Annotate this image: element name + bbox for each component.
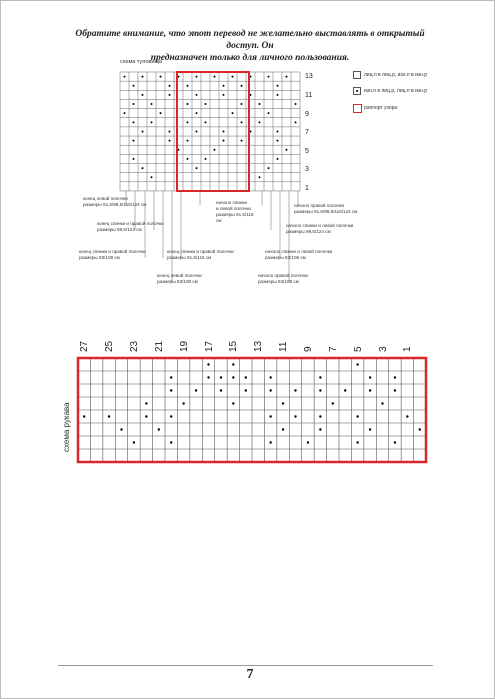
body-stitch-dot: [223, 94, 225, 96]
body-stitch-dot: [241, 121, 243, 123]
annotation-right-3: начало спинки и левой полочки размеры 83/108 см: [265, 249, 333, 260]
body-stitch-dot: [133, 85, 135, 87]
sleeve-stitch-dot: [158, 428, 160, 430]
sleeve-stitch-dot: [220, 376, 222, 378]
sleeve-stitch-dot: [232, 363, 234, 365]
sleeve-chart-title: схема рукава: [62, 402, 71, 452]
sleeve-stitch-dot: [245, 376, 247, 378]
body-stitch-dot: [214, 76, 216, 78]
annotation-right-2: начало спинки и левой полочки размеры 99,5/124 см: [286, 223, 354, 234]
sleeve-stitch-dot: [381, 402, 383, 404]
body-stitch-dot: [187, 121, 189, 123]
body-stitch-dot: [142, 167, 144, 169]
sleeve-stitch-dot: [406, 415, 408, 417]
body-stitch-dot: [277, 130, 279, 132]
sleeve-col-label: 9: [302, 346, 314, 352]
body-repeat-frame: [177, 72, 249, 191]
sleeve-stitch-dot: [133, 441, 135, 443]
annotation-mid-1: конец спинки и правой полочки размеры 91,5/116 см: [167, 249, 234, 260]
annotation-right-1: начало правой полочки размеры 91,5/99,5/116/124 см: [294, 203, 358, 214]
sleeve-stitch-dot: [356, 363, 358, 365]
body-stitch-dot: [241, 140, 243, 142]
sleeve-stitch-dot: [108, 415, 110, 417]
body-stitch-dot: [259, 103, 261, 105]
sleeve-stitch-dot: [369, 389, 371, 391]
sleeve-stitch-dot: [195, 389, 197, 391]
sleeve-col-label: 23: [128, 340, 140, 352]
body-stitch-dot: [286, 76, 288, 78]
notice-line-2: предназначен только для личного пользования.: [150, 53, 350, 63]
sleeve-col-label: 11: [278, 341, 290, 352]
sleeve-col-label: 27: [79, 340, 91, 352]
body-stitch-dot: [196, 130, 198, 132]
sleeve-stitch-dot: [120, 428, 122, 430]
body-stitch-dot: [196, 94, 198, 96]
sleeve-stitch-dot: [319, 389, 321, 391]
body-stitch-dot: [151, 103, 153, 105]
body-stitch-dot: [232, 76, 234, 78]
sleeve-col-label: 1: [402, 346, 414, 352]
sleeve-stitch-dot: [207, 376, 209, 378]
sleeve-stitch-dot: [269, 441, 271, 443]
body-stitch-dot: [268, 167, 270, 169]
sleeve-stitch-dot: [232, 376, 234, 378]
sleeve-stitch-dot: [145, 402, 147, 404]
body-stitch-dot: [223, 85, 225, 87]
body-stitch-dot: [133, 103, 135, 105]
sleeve-stitch-dot: [282, 402, 284, 404]
annotation-right-4: начало правой полочки размеры 83/108 см: [258, 273, 308, 284]
body-stitch-dot: [187, 103, 189, 105]
legend-repeat-symbol: [353, 104, 362, 113]
body-stitch-dot: [205, 158, 207, 160]
sleeve-col-label: 5: [352, 346, 364, 352]
body-stitch-dot: [124, 76, 126, 78]
sleeve-col-label: 21: [153, 340, 165, 352]
sleeve-stitch-dot: [232, 402, 234, 404]
sleeve-stitch-dot: [356, 441, 358, 443]
legend-repeat-text: раппорт узора: [364, 105, 398, 111]
sleeve-col-label: 3: [377, 346, 389, 352]
body-stitch-dot: [259, 176, 261, 178]
body-stitch-dot: [169, 130, 171, 132]
row-label-5: 5: [305, 148, 309, 155]
body-stitch-dot: [160, 76, 162, 78]
sleeve-stitch-dot: [269, 389, 271, 391]
row-label-9: 9: [305, 111, 309, 118]
body-stitch-dot: [169, 85, 171, 87]
sleeve-stitch-dot: [282, 428, 284, 430]
sleeve-stitch-dot: [170, 389, 172, 391]
body-stitch-dot: [205, 103, 207, 105]
sleeve-stitch-dot: [369, 428, 371, 430]
sleeve-stitch-dot: [394, 376, 396, 378]
body-stitch-dot: [133, 158, 135, 160]
sleeve-col-label: 13: [253, 340, 265, 352]
body-stitch-dot: [142, 76, 144, 78]
body-stitch-dot: [124, 112, 126, 114]
row-label-7: 7: [305, 129, 309, 136]
body-stitch-dot: [277, 140, 279, 142]
body-stitch-dot: [277, 94, 279, 96]
body-stitch-dot: [223, 140, 225, 142]
body-stitch-dot: [259, 121, 261, 123]
body-stitch-dot: [214, 149, 216, 151]
footer-rule: [58, 665, 433, 666]
body-chart-title: схема туловища: [120, 59, 162, 65]
row-label-1: 1: [305, 185, 309, 192]
sleeve-stitch-dot: [170, 415, 172, 417]
notice-line-1: Обратите внимание, что этот перевод не желательно выставлять в открытый доступ. Он: [75, 29, 425, 51]
body-stitch-dot: [160, 112, 162, 114]
sleeve-stitch-dot: [356, 415, 358, 417]
body-stitch-dot: [142, 130, 144, 132]
sleeve-stitch-dot: [220, 389, 222, 391]
sleeve-stitch-dot: [170, 376, 172, 378]
body-stitch-dot: [223, 130, 225, 132]
sleeve-col-label: 19: [178, 340, 190, 352]
annotation-left-1: конец левой полочки размеры 91,5/99,5/116/124 см: [83, 196, 147, 207]
body-stitch-dot: [268, 112, 270, 114]
sleeve-col-label: 17: [203, 340, 215, 352]
annotation-mid-2: конец левой полочки размеры 83/108 см: [157, 273, 202, 284]
body-stitch-dot: [232, 112, 234, 114]
sleeve-stitch-dot: [319, 415, 321, 417]
sleeve-stitch-dot: [394, 441, 396, 443]
body-stitch-dot: [133, 140, 135, 142]
body-stitch-dot: [277, 158, 279, 160]
page-number: 7: [246, 667, 254, 682]
row-label-13: 13: [305, 73, 313, 80]
sleeve-stitch-dot: [319, 376, 321, 378]
sleeve-col-label: 15: [228, 340, 240, 352]
body-stitch-dot: [151, 121, 153, 123]
body-stitch-dot: [187, 158, 189, 160]
sleeve-stitch-dot: [294, 389, 296, 391]
annotation-left-3: конец спинки и правой полочки размеры 83/108 см: [79, 249, 146, 260]
body-stitch-dot: [196, 167, 198, 169]
body-stitch-dot: [277, 85, 279, 87]
legend-dot-symbol: [353, 87, 361, 95]
body-stitch-dot: [169, 94, 171, 96]
body-stitch-dot: [295, 121, 297, 123]
legend-dot-text: изн.п в лиц.р, лиц.п в изн.р: [364, 88, 428, 94]
body-stitch-dot: [133, 121, 135, 123]
sleeve-stitch-dot: [269, 376, 271, 378]
body-chart-grid: [120, 72, 300, 191]
sleeve-stitch-dot: [245, 389, 247, 391]
body-stitch-dot: [196, 112, 198, 114]
row-label-3: 3: [305, 166, 309, 173]
row-label-11: 11: [305, 92, 313, 99]
body-stitch-dot: [142, 94, 144, 96]
sleeve-stitch-dot: [269, 415, 271, 417]
body-stitch-dot: [169, 140, 171, 142]
legend-empty-text: лиц.п в лиц.р, изн.п в изн.р: [364, 72, 428, 78]
body-stitch-dot: [295, 103, 297, 105]
body-stitch-dot: [286, 149, 288, 151]
sleeve-stitch-dot: [182, 402, 184, 404]
body-stitch-dot: [205, 121, 207, 123]
body-stitch-dot: [241, 85, 243, 87]
sleeve-col-label: 25: [104, 340, 116, 352]
sleeve-stitch-dot: [207, 363, 209, 365]
annotation-left-2: конец спинки и правой полочки размеры 99,5/124 см: [97, 221, 164, 232]
sleeve-stitch-dot: [332, 402, 334, 404]
sleeve-stitch-dot: [344, 389, 346, 391]
body-stitch-dot: [268, 76, 270, 78]
body-stitch-dot: [196, 76, 198, 78]
sleeve-stitch-dot: [145, 415, 147, 417]
sleeve-stitch-dot: [369, 376, 371, 378]
body-stitch-dot: [241, 103, 243, 105]
body-stitch-dot: [187, 85, 189, 87]
body-stitch-dot: [151, 176, 153, 178]
sleeve-stitch-dot: [319, 428, 321, 430]
sleeve-stitch-dot: [394, 389, 396, 391]
sleeve-col-label: 7: [327, 346, 339, 352]
legend-empty-symbol: [353, 71, 361, 79]
sleeve-stitch-dot: [83, 415, 85, 417]
body-chart-leader-lines: [126, 191, 298, 282]
sleeve-stitch-dot: [307, 441, 309, 443]
sleeve-chart-grid: [78, 358, 426, 462]
body-stitch-dot: [187, 140, 189, 142]
annotation-center: начало спинки и левой полочки размеры 91,5/116 см: [216, 200, 254, 223]
sleeve-stitch-dot: [170, 441, 172, 443]
sleeve-stitch-dot: [419, 428, 421, 430]
sleeve-stitch-dot: [294, 415, 296, 417]
